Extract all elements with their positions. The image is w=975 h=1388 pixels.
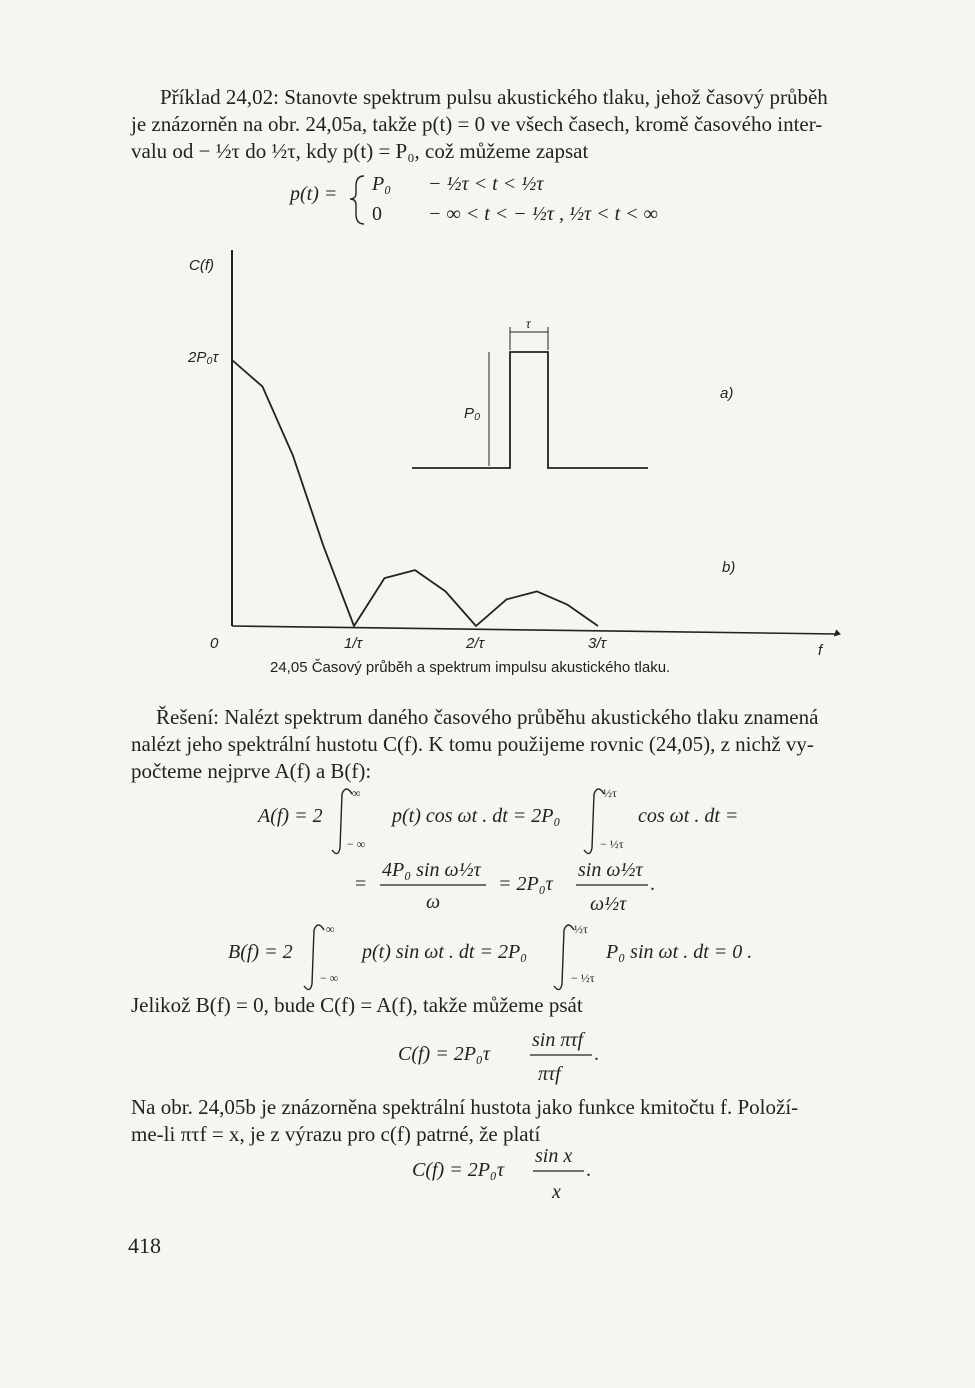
spectrum-curve [232, 360, 598, 626]
eq-c1-lhs: C(f) = 2P₀τ [398, 1043, 491, 1065]
solution-line-3: počteme nejprve A(f) a B(f): [131, 759, 372, 783]
x-axis [232, 626, 838, 634]
spectrum-line [232, 360, 598, 626]
eq-a-end: . [650, 873, 655, 895]
eq-c1-num: sin πτf [532, 1029, 584, 1051]
x-tick-labels [344, 635, 608, 652]
y-max-label: 2P₀τ [188, 349, 219, 366]
pulse-width-label: τ [526, 317, 531, 331]
eq-a-den2: ω½τ [590, 893, 627, 915]
eq-a-int2-upper: ½τ [603, 786, 617, 800]
example-line-3: valu od − ½τ do ½τ, kdy p(t) = P₀, což můžeme zapsat [131, 139, 589, 163]
piecewise-case1-cond: − ½τ < t < ½τ [428, 173, 544, 195]
eq-c2-lhs: C(f) = 2P₀τ [412, 1159, 505, 1181]
x-tick-label: 2/τ [466, 635, 485, 652]
y-axis-label: C(f) [189, 257, 214, 274]
eq-a-part1: A(f) = 2 [258, 805, 323, 827]
origin-label: 0 [210, 635, 219, 652]
eq-b-int-upper: ∞ [326, 922, 335, 936]
figure-caption: 24,05 Časový průběh a spektrum impulsu akustického tlaku. [270, 659, 671, 676]
solution-line-1: Řešení: Nalézt spektrum daného časového průběhu akustického tlaku znamená [156, 705, 819, 729]
eq-a-int-upper: ∞ [352, 786, 361, 800]
eq-b-int2-lower: − ½τ [571, 971, 595, 985]
solution-line-2: nalézt jeho spektrální hustotu C(f). K tomu použijeme rovnic (24,05), z nichž vy- [131, 732, 814, 756]
eq-a-eq2: = 2P₀τ [498, 873, 553, 895]
eq-a-line2-equals: = [355, 873, 367, 895]
x-axis-label: f [818, 642, 823, 659]
panel-a-label: a) [720, 385, 734, 402]
paragraph-3-line-2: me-li πτf = x, je z výrazu pro c(f) patrné, že platí [131, 1122, 541, 1146]
x-tick-label: 1/τ [344, 635, 363, 652]
eq-c1-end: . [594, 1043, 599, 1065]
piecewise-case2-value: 0 [372, 203, 382, 225]
x-tick-label: 3/τ [588, 635, 607, 652]
eq-a-part3: cos ωt . dt = [638, 805, 739, 827]
eq-a-part2: p(t) cos ωt . dt = 2P₀ [392, 805, 561, 827]
x-axis-arrow-icon [834, 630, 840, 636]
eq-c2-num: sin x [535, 1145, 573, 1167]
piecewise-case1-value: P₀ [372, 173, 392, 195]
eq-b-int-lower: − ∞ [320, 971, 339, 985]
eq-a-den1: ω [426, 891, 441, 913]
eq-b-part1: B(f) = 2 [228, 941, 293, 963]
eq-a-int-lower: − ∞ [347, 837, 366, 851]
eq-c1-den: πτf [538, 1063, 561, 1085]
pulse-height-label: P₀ [464, 405, 481, 422]
example-line-2: je znázorněn na obr. 24,05a, takže p(t) = 0 ve všech časech, kromě časového inter- [131, 112, 823, 136]
panel-b-label: b) [722, 559, 736, 576]
example-line-1: Příklad 24,02: Stanovte spektrum pulsu akustického tlaku, jehož časový průběh [160, 85, 828, 109]
eq-b-part2: p(t) sin ωt . dt = 2P₀ [362, 941, 528, 963]
paragraph-2: Jelikož B(f) = 0, bude C(f) = A(f), takže můžeme psát [131, 993, 583, 1017]
eq-c2-den: x [552, 1181, 561, 1203]
eq-a-int2-lower: − ½τ [600, 837, 624, 851]
eq-b-int2-upper: ½τ [574, 922, 588, 936]
paragraph-3-line-1: Na obr. 24,05b je znázorněna spektrální hustota jako funkce kmitočtu f. Položí- [131, 1095, 799, 1119]
eq-a-num2: sin ω½τ [578, 859, 643, 881]
eq-a-num1: 4P₀ sin ω½τ [382, 859, 481, 881]
eq-c2-end: . [586, 1159, 591, 1181]
piecewise-lhs: p(t) = [290, 183, 338, 205]
page-number: 418 [128, 1233, 161, 1258]
pulse-waveform [412, 352, 648, 468]
piecewise-case2-cond: − ∞ < t < − ½τ , ½τ < t < ∞ [428, 203, 658, 225]
piecewise-brace [350, 176, 364, 224]
eq-b-part3: P₀ sin ωt . dt = 0 . [606, 941, 753, 963]
